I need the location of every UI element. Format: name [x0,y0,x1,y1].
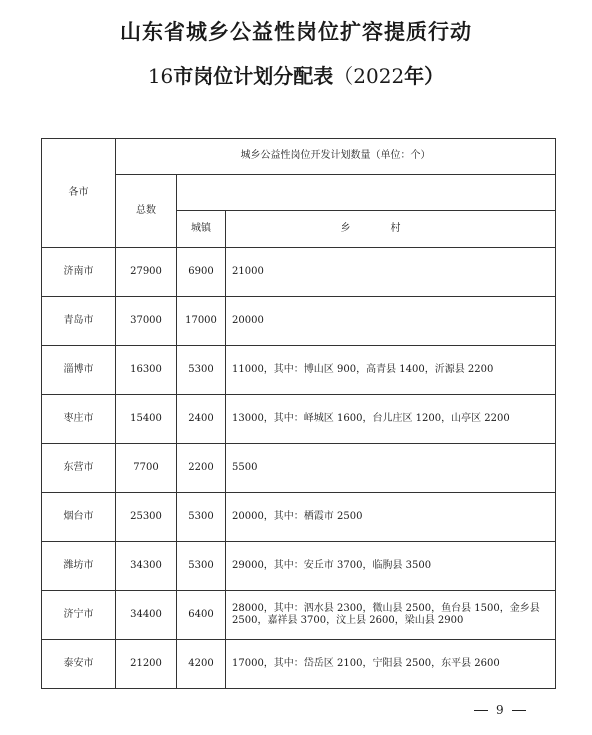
table-row [42,493,556,542]
title-year-close: 年） [404,64,445,88]
table-row [42,591,556,640]
town-cell: 4200 [177,640,226,689]
town-cell: 17000 [177,297,226,346]
table-row [42,640,556,689]
rural-cell: 17000，其中：岱岳区 2100，宁阳县 2500，东平县 2600 [226,640,556,689]
header-city: 各市 [42,139,116,248]
rural-cell: 20000，其中：栖霞市 2500 [226,493,556,542]
rural-cell: 5500 [226,444,556,493]
town-cell: 2200 [177,444,226,493]
rural-cell: 28000，其中：泗水县 2300，微山县 2500，鱼台县 1500，金乡县 2500，嘉祥县 3700，汶上县 2600，梁山县 2900 [226,591,556,640]
city-cell: 济南市 [42,248,116,297]
town-cell: 5300 [177,542,226,591]
town-cell: 6400 [177,591,226,640]
header-total: 总数 [116,175,177,248]
rural-cell: 11000，其中：博山区 900，高青县 1400，沂源县 2200 [226,346,556,395]
header-plan: 城乡公益性岗位开发计划数量（单位：个） [116,139,556,175]
town-cell: 2400 [177,395,226,444]
table-row [42,444,556,493]
total-cell: 21200 [116,640,177,689]
title-city-count: 16 [147,64,174,88]
total-cell: 15400 [116,395,177,444]
footer-dash-right [512,710,526,711]
table-row [42,395,556,444]
title-year-open: （2022 [333,64,405,88]
title-main: 市岗位计划分配表 [173,64,334,88]
rural-cell: 20000 [226,297,556,346]
document-title-line2 [0,60,592,89]
total-cell: 27900 [116,248,177,297]
table-row [42,297,556,346]
table-row [42,248,556,297]
total-cell: 25300 [116,493,177,542]
table-row [42,542,556,591]
header-blank [177,175,556,211]
city-cell: 东营市 [42,444,116,493]
page-footer [466,703,534,717]
city-cell: 枣庄市 [42,395,116,444]
total-cell: 37000 [116,297,177,346]
city-cell: 济宁市 [42,591,116,640]
city-cell: 淄博市 [42,346,116,395]
total-cell: 34300 [116,542,177,591]
total-cell: 16300 [116,346,177,395]
city-cell: 潍坊市 [42,542,116,591]
allocation-table [41,138,556,689]
town-cell: 5300 [177,346,226,395]
header-town: 城镇 [177,211,226,248]
document-title-line1: 山东省城乡公益性岗位扩容提质行动 [120,19,472,44]
footer-dash-left [474,710,488,711]
page-number: 9 [496,703,504,717]
city-cell: 青岛市 [42,297,116,346]
table-row [42,346,556,395]
total-cell: 7700 [116,444,177,493]
rural-cell: 29000，其中：安丘市 3700，临朐县 3500 [226,542,556,591]
town-cell: 6900 [177,248,226,297]
city-cell: 泰安市 [42,640,116,689]
rural-cell: 21000 [226,248,556,297]
rural-cell: 13000，其中：峄城区 1600，台儿庄区 1200，山亭区 2200 [226,395,556,444]
town-cell: 5300 [177,493,226,542]
header-rural: 乡村 [226,211,556,248]
city-cell: 烟台市 [42,493,116,542]
total-cell: 34400 [116,591,177,640]
